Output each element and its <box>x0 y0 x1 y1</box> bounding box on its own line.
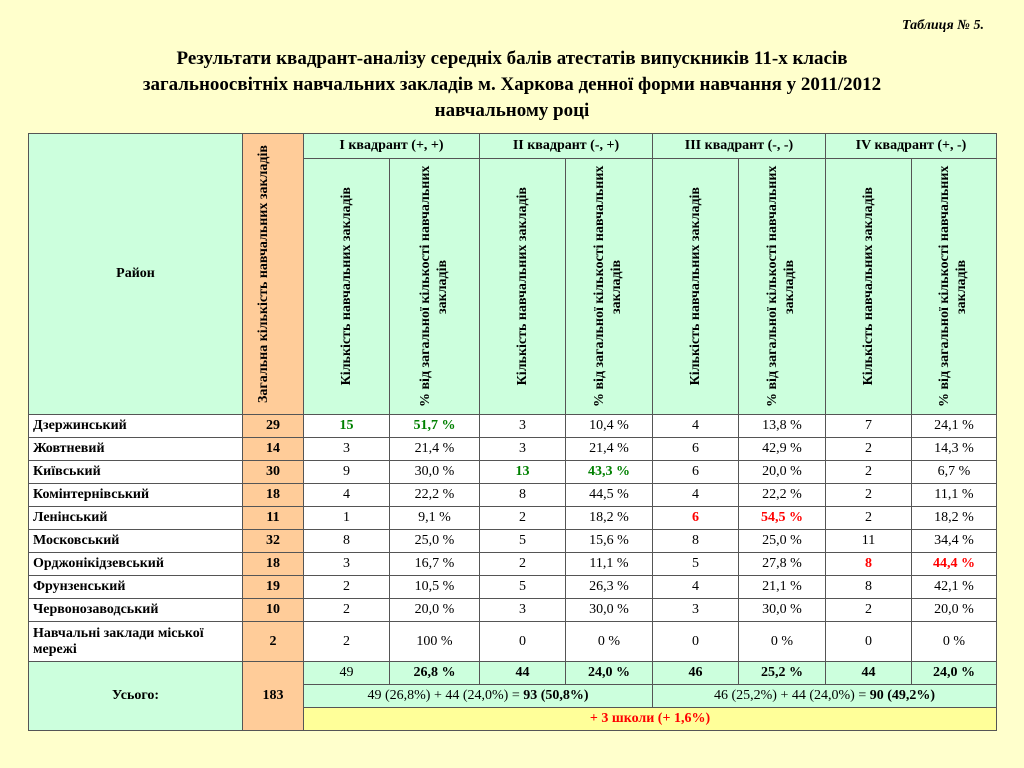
header-percent <box>912 159 997 415</box>
count-cell: 5 <box>480 530 566 553</box>
count-cell: 2 <box>304 599 390 622</box>
count-cell: 0 <box>826 622 912 662</box>
district-name: Московський <box>29 530 243 553</box>
title-line: загальноосвітніх навчальних закладів м. Харкова денної форми навчання у 2011/2012 <box>142 74 882 95</box>
summary-formula-right <box>653 685 997 708</box>
header-label: % від загальної кількості навчальних закладів <box>765 165 797 408</box>
count-cell: 2 <box>826 599 912 622</box>
table-row <box>29 461 997 484</box>
count-cell: 1 <box>304 507 390 530</box>
percent-cell: 21,4 % <box>566 438 653 461</box>
summary-label: Усього: <box>29 662 243 731</box>
summary-total: 183 <box>243 662 304 731</box>
header-label: Кількість навчальних закладів <box>861 187 876 386</box>
table-row <box>29 415 997 438</box>
count-cell: 4 <box>653 576 739 599</box>
percent-cell: 22,2 % <box>390 484 480 507</box>
count-cell: 8 <box>826 576 912 599</box>
page-title <box>0 46 1024 124</box>
table-row <box>29 484 997 507</box>
district-total: 32 <box>243 530 304 553</box>
count-cell: 0 <box>653 622 739 662</box>
count-cell: 6 <box>653 507 739 530</box>
header-district-label: Район <box>116 266 155 281</box>
summary-formula-left <box>304 685 653 708</box>
formula-result: 93 (50,8%) <box>523 688 589 703</box>
summary-count: 49 <box>304 662 390 685</box>
percent-cell: 0 % <box>566 622 653 662</box>
table-row <box>29 507 997 530</box>
table-row <box>29 599 997 622</box>
percent-cell: 15,6 % <box>566 530 653 553</box>
count-cell: 2 <box>826 484 912 507</box>
count-cell: 3 <box>480 415 566 438</box>
header-percent <box>739 159 826 415</box>
header-quadrant-3: III квадрант (-, -) <box>653 134 826 159</box>
district-total: 14 <box>243 438 304 461</box>
count-cell: 15 <box>304 415 390 438</box>
count-cell: 2 <box>480 553 566 576</box>
header-label: Кількість навчальних закладів <box>515 187 530 386</box>
table-number: Таблиця № 5. <box>902 18 984 33</box>
count-cell: 3 <box>480 438 566 461</box>
percent-cell: 44,4 % <box>912 553 997 576</box>
table-row <box>29 438 997 461</box>
summary-row <box>29 662 997 685</box>
header-label: % від загальної кількості навчальних закладів <box>417 165 450 408</box>
percent-cell: 54,5 % <box>739 507 826 530</box>
formula-text: 46 (25,2%) + 44 (24,0%) = <box>713 688 870 703</box>
percent-cell: 20,0 % <box>390 599 480 622</box>
percent-cell: 51,7 % <box>390 415 480 438</box>
percent-cell: 30,0 % <box>739 599 826 622</box>
header-label: Кількість навчальних закладів <box>339 187 354 386</box>
count-cell: 0 <box>480 622 566 662</box>
header-label: % від загальної кількості навчальних закладів <box>592 165 624 408</box>
formula-text: 49 (26,8%) + 44 (24,0%) = <box>367 688 524 703</box>
percent-cell: 43,3 % <box>566 461 653 484</box>
header-district <box>29 134 243 415</box>
district-name: Фрунзенський <box>29 576 243 599</box>
percent-cell: 42,1 % <box>912 576 997 599</box>
header-label: Кількість навчальних закладів <box>688 187 703 386</box>
percent-cell: 24,1 % <box>912 415 997 438</box>
summary-count: 44 <box>826 662 912 685</box>
district-name: Ленінський <box>29 507 243 530</box>
count-cell: 4 <box>653 484 739 507</box>
summary-percent: 25,2 % <box>739 662 826 685</box>
header-percent <box>566 159 653 415</box>
header-count <box>480 159 566 415</box>
percent-cell: 25,0 % <box>390 530 480 553</box>
count-cell: 8 <box>304 530 390 553</box>
header-total-label: Загальна кількість навчальних закладів <box>256 145 271 403</box>
percent-cell: 44,5 % <box>566 484 653 507</box>
count-cell: 2 <box>826 507 912 530</box>
percent-cell: 27,8 % <box>739 553 826 576</box>
district-name: Червонозаводський <box>29 599 243 622</box>
count-cell: 3 <box>653 599 739 622</box>
percent-cell: 25,0 % <box>739 530 826 553</box>
count-cell: 2 <box>304 576 390 599</box>
percent-cell: 0 % <box>739 622 826 662</box>
count-cell: 2 <box>480 507 566 530</box>
summary-percent: 24,0 % <box>912 662 997 685</box>
formula-result: 90 (49,2%) <box>869 688 936 703</box>
district-total: 30 <box>243 461 304 484</box>
percent-cell: 100 % <box>390 622 480 662</box>
percent-cell: 20,0 % <box>912 599 997 622</box>
percent-cell: 10,4 % <box>566 415 653 438</box>
district-total: 11 <box>243 507 304 530</box>
percent-cell: 11,1 % <box>566 553 653 576</box>
count-cell: 6 <box>653 438 739 461</box>
header-count <box>826 159 912 415</box>
table-row <box>29 622 997 662</box>
count-cell: 9 <box>304 461 390 484</box>
district-total: 29 <box>243 415 304 438</box>
title-line: Результати квадрант-аналізу середніх балів атестатів випускників 11-х класів <box>176 48 848 69</box>
percent-cell: 9,1 % <box>390 507 480 530</box>
percent-cell: 30,0 % <box>566 599 653 622</box>
header-count <box>653 159 739 415</box>
count-cell: 6 <box>653 461 739 484</box>
percent-cell: 20,0 % <box>739 461 826 484</box>
count-cell: 2 <box>826 461 912 484</box>
district-total: 10 <box>243 599 304 622</box>
percent-cell: 13,8 % <box>739 415 826 438</box>
count-cell: 8 <box>480 484 566 507</box>
count-cell: 4 <box>653 415 739 438</box>
percent-cell: 21,4 % <box>390 438 480 461</box>
count-cell: 3 <box>480 599 566 622</box>
count-cell: 5 <box>653 553 739 576</box>
count-cell: 3 <box>304 553 390 576</box>
summary-percent: 24,0 % <box>566 662 653 685</box>
district-name: Комінтернівський <box>29 484 243 507</box>
district-name: Навчальні заклади міської мережі <box>29 622 243 662</box>
count-cell: 3 <box>304 438 390 461</box>
title-line: навчальному році <box>434 100 590 121</box>
table-row <box>29 553 997 576</box>
district-name: Жовтневий <box>29 438 243 461</box>
count-cell: 7 <box>826 415 912 438</box>
percent-cell: 22,2 % <box>739 484 826 507</box>
district-name: Орджонікідзевський <box>29 553 243 576</box>
district-name: Дзержинський <box>29 415 243 438</box>
percent-cell: 0 % <box>912 622 997 662</box>
district-total: 2 <box>243 622 304 662</box>
percent-cell: 14,3 % <box>912 438 997 461</box>
count-cell: 13 <box>480 461 566 484</box>
percent-cell: 18,2 % <box>912 507 997 530</box>
header-percent <box>390 159 480 415</box>
district-total: 18 <box>243 484 304 507</box>
count-cell: 2 <box>826 438 912 461</box>
percent-cell: 30,0 % <box>390 461 480 484</box>
quadrant-table <box>28 133 997 731</box>
header-count <box>304 159 390 415</box>
percent-cell: 26,3 % <box>566 576 653 599</box>
percent-cell: 18,2 % <box>566 507 653 530</box>
summary-count: 44 <box>480 662 566 685</box>
count-cell: 8 <box>653 530 739 553</box>
percent-cell: 11,1 % <box>912 484 997 507</box>
header-total <box>243 134 304 415</box>
table-row <box>29 576 997 599</box>
summary-count: 46 <box>653 662 739 685</box>
district-total: 18 <box>243 553 304 576</box>
district-name: Київський <box>29 461 243 484</box>
percent-cell: 6,7 % <box>912 461 997 484</box>
header-quadrant-2: II квадрант (-, +) <box>480 134 653 159</box>
summary-percent: 26,8 % <box>390 662 480 685</box>
percent-cell: 42,9 % <box>739 438 826 461</box>
percent-cell: 10,5 % <box>390 576 480 599</box>
header-quadrant-4: IV квадрант (+, -) <box>826 134 997 159</box>
count-cell: 2 <box>304 622 390 662</box>
table-row <box>29 530 997 553</box>
header-label: % від загальної кількості навчальних закладів <box>937 165 969 408</box>
count-cell: 5 <box>480 576 566 599</box>
header-quadrant-1: I квадрант (+, +) <box>304 134 480 159</box>
count-cell: 4 <box>304 484 390 507</box>
percent-cell: 16,7 % <box>390 553 480 576</box>
percent-cell: 21,1 % <box>739 576 826 599</box>
count-cell: 11 <box>826 530 912 553</box>
summary-note: + 3 школи (+ 1,6%) <box>304 708 997 731</box>
percent-cell: 34,4 % <box>912 530 997 553</box>
district-total: 19 <box>243 576 304 599</box>
count-cell: 8 <box>826 553 912 576</box>
